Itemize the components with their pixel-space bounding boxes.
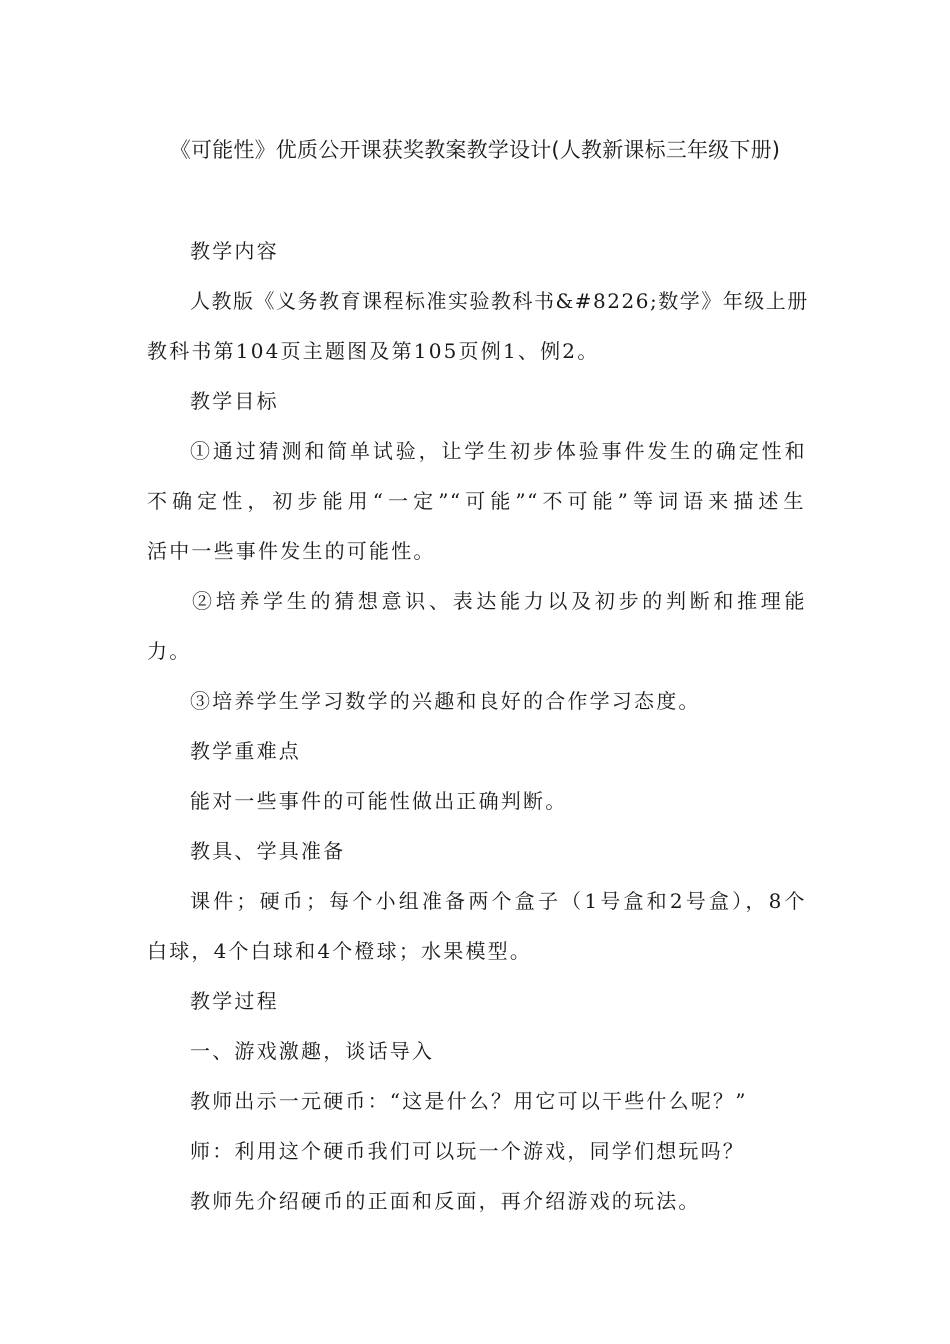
section-heading-process: 教学过程 xyxy=(190,989,279,1013)
section-heading-difficulties: 教学重难点 xyxy=(190,739,301,763)
section-heading-goals: 教学目标 xyxy=(190,389,279,413)
paragraph-line: ②培养学生的猜想意识、表达能力以及初步的判断和推理能 xyxy=(192,589,806,613)
paragraph-line: 能对一些事件的可能性做出正确判断。 xyxy=(190,789,568,813)
paragraph-line: 白球，4个白球和4个橙球；水果模型。 xyxy=(147,939,533,963)
paragraph-line: 活中一些事件发生的可能性。 xyxy=(147,539,436,563)
paragraph-line: 教师出示一元硬币：“这是什么？用它可以干些什么呢？” xyxy=(190,1089,748,1113)
paragraph-line: ③培养学生学习数学的兴趣和良好的合作学习态度。 xyxy=(190,689,701,713)
paragraph-line: 教科书第104页主题图及第105页例1、例2。 xyxy=(147,339,600,363)
paragraph-line: 不确定性，初步能用“一定”“可能”“不可能”等词语来描述生 xyxy=(147,489,805,513)
paragraph-line: 力。 xyxy=(147,639,192,663)
paragraph-line: ①通过猜测和简单试验，让学生初步体验事件发生的确定性和 xyxy=(190,439,806,463)
paragraph-line: 教师先介绍硬币的正面和反面，再介绍游戏的玩法。 xyxy=(190,1189,701,1213)
section-heading-content: 教学内容 xyxy=(190,239,279,263)
document-title: 《可能性》优质公开课获奖教案教学设计(人教新课标三年级下册) xyxy=(169,138,781,162)
paragraph-line: 课件；硬币；每个小组准备两个盒子（1号盒和2号盒），8个 xyxy=(190,889,806,913)
paragraph-line: 人教版《义务教育课程标准实验教科书&#8226;数学》年级上册 xyxy=(190,289,809,313)
section-heading-materials: 教具、学具准备 xyxy=(190,839,346,863)
subsection-heading: 一、游戏激趣，谈话导入 xyxy=(190,1039,435,1063)
paragraph-line: 师：利用这个硬币我们可以玩一个游戏，同学们想玩吗？ xyxy=(190,1139,745,1163)
